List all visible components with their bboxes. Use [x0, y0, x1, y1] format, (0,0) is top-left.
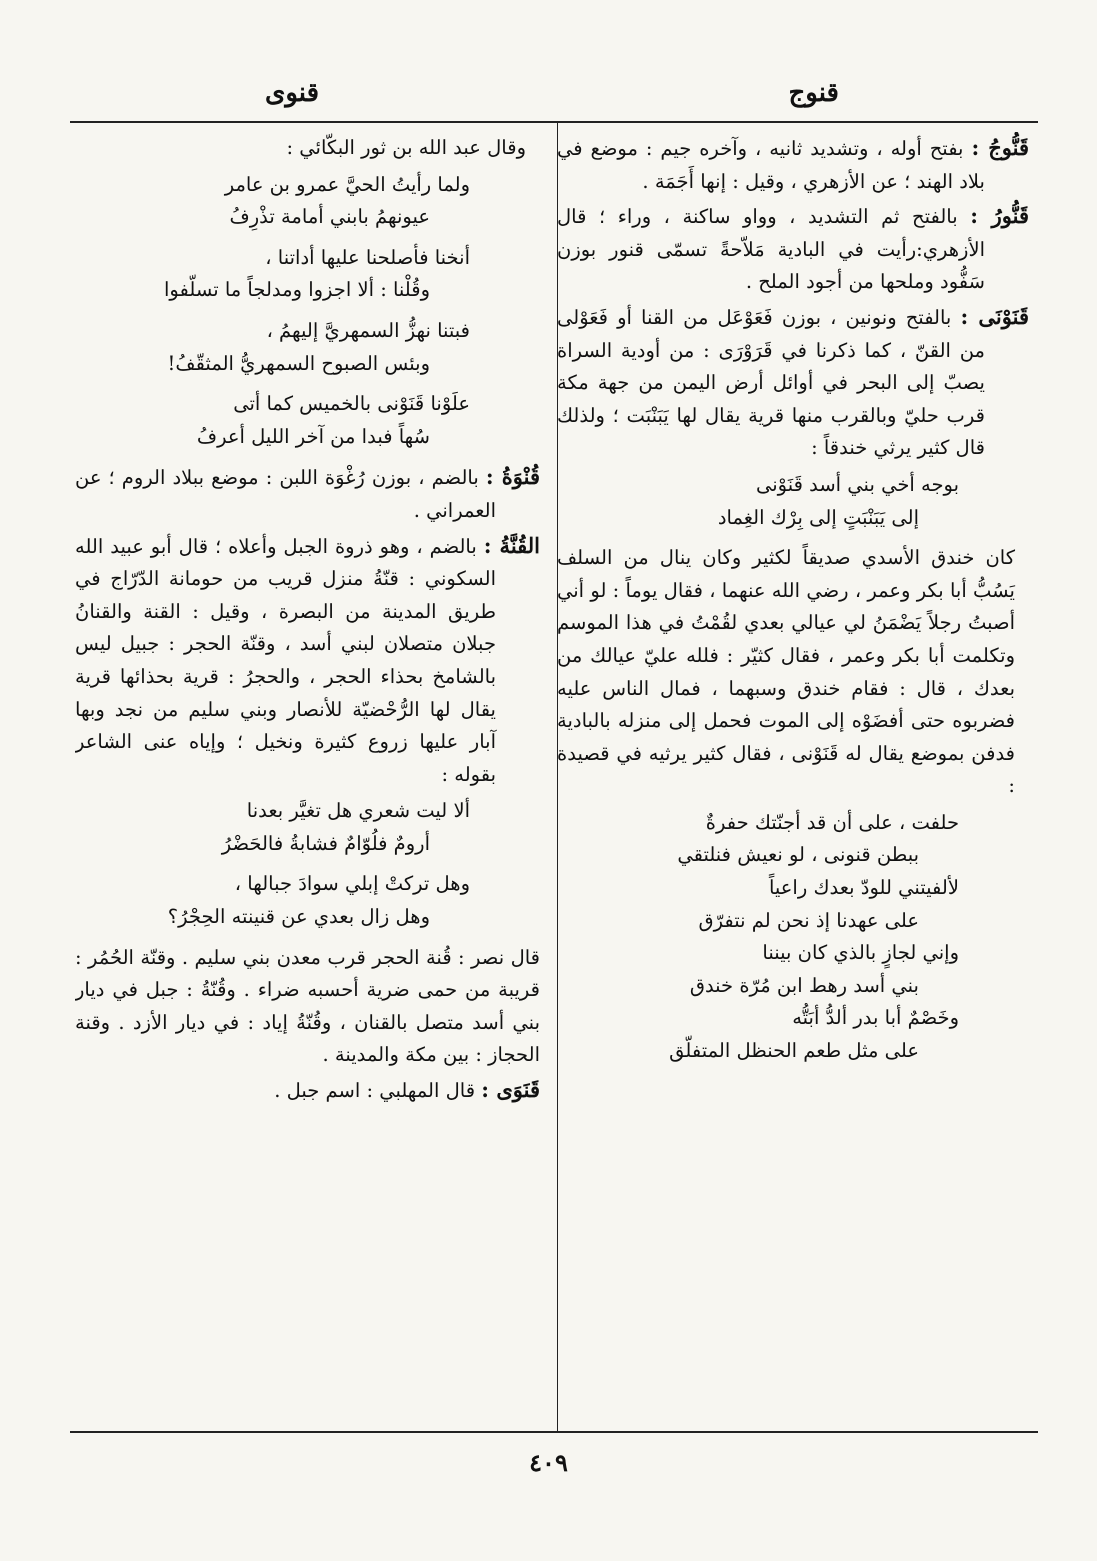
entry-qanawa	[75, 1074, 540, 1108]
paragraph: قال نصر : قُنة الحجر قرب معدن بني سليم . وقنّة الحُمُر : قريبة من حمى ضرية أحسبه ضراء . وقُنّةُ : جبل في ديار بني أسد متصل بالقنان ، وقُنّةُ إياد : في ديار الأزد . وقنة الحجاز : بين مكة والمدينة .	[75, 945, 540, 1067]
entry-text: بالضم ، بوزن رُغْوَة اللبن : موضع ببلاد الروم ؛ عن العمراني .	[75, 466, 496, 522]
headword: قُنْوَةُ :	[485, 464, 540, 490]
verse-line: أنخنا فأصلحنا عليها أداتنا ،	[265, 245, 470, 269]
verse	[557, 807, 1029, 1068]
running-header-right: قنوج	[788, 78, 839, 108]
paragraph: وقال عبد الله بن ثور البكّائي :	[286, 136, 526, 159]
verse-line: وقُلْنا : ألا اجزوا ومدلجاً ما تسلّفوا	[164, 278, 430, 302]
verse-line: علَوْنا قَنَوْنى بالخميس كما أتى	[233, 392, 470, 416]
verse-line: ولما رأيتُ الحيَّ عمرو بن عامر	[224, 172, 470, 196]
entry-al-qunna	[75, 530, 540, 792]
verse-line: ببطن قنونى ، لو نعيش فنلتقي	[677, 843, 919, 867]
verse-line: وإني لجازٍ بالذي كان بيننا	[762, 941, 959, 965]
verse-line: وبئس الصبوح السمهريُّ المثقّفُ!	[167, 351, 430, 375]
verse-line: حلفت ، على أن قد أجنّتك حفرةٌ	[705, 810, 959, 834]
verse-line: على مثل طعم الحنظل المتفلّق	[669, 1039, 919, 1063]
verse-line: بوجه أخي بني أسد قَنَوْنى	[755, 472, 959, 496]
paragraph: كان خندق الأسدي صديقاً لكثير وكان ينال من السلف يَسُبُّ أبا بكر وعمر ، رضي الله عنهما ، فقال يوماً : لو أني أصبتُ رجلاً يَضْمَنُ لي عيالي بعدي لقُمْتُ في هذا الموسم وتكلمت أبا بكر وعمر ، فقال كثيّر : فلله عليّ عيالك من بعدك ، قال : فقام خندق وسبهما ، فمال الناس عليه فضربوه حتى أفضَوْه إلى الموت فحمل إلى منزله بالبادية فدفن بموضع يقال له قَنَوْنى ، فقال كثير يرثيه في قصيدة :	[557, 546, 1015, 798]
verse	[557, 469, 1029, 534]
verse-line: فبتنا نهزُّ السمهريَّ إليهمُ ،	[266, 318, 470, 342]
verse-line: سُهاً فبدا من آخر الليل أعرفُ	[196, 424, 430, 448]
entry-qannur	[557, 200, 1029, 299]
entry-text: قال المهلبي : اسم جبل .	[274, 1079, 476, 1103]
header-rule	[70, 121, 1038, 123]
entry-text: بالفتح ونونين ، بوزن فَعَوْعَل من القنا أو فَعَوْلى من القنّ ، كما ذكرنا في قَرَوْرَى : من أودية السراة يصبّ إلى البحر في أوائل أرض اليمن من جهة مكة قرب حليّ وبالقرب منها قرية يقال لها يَبَنْبَت ؛ ولذلك قال كثير يرثي خندقاً :	[557, 305, 985, 460]
headword: القُنَّةُ :	[483, 532, 540, 558]
verse	[75, 242, 540, 307]
verse	[75, 169, 540, 234]
headword: قَنَوَى :	[481, 1077, 540, 1103]
verse-line: ألا ليت شعري هل تغيَّر بعدنا	[246, 799, 470, 823]
verse	[75, 795, 540, 860]
verse-line: وهل زال بعدي عن قنينته الحِجْرُ؟	[167, 905, 430, 929]
verse	[75, 868, 540, 933]
entry-text: بالفتح ثم التشديد ، وواو ساكنة ، وراء ؛ قال الأزهري:رأيت في البادية مَلاّحةً تسمّى قنور بوزن سَفُّود وملحها من أجود الملح .	[557, 205, 985, 294]
headword: قَنَوْنَى :	[960, 303, 1029, 329]
verse-line: إلى يَبَنْبَتٍ إلى بِرْك الغِماد	[717, 505, 919, 529]
entry-qannuj	[557, 132, 1029, 198]
headword: قَنُّورُ :	[970, 203, 1029, 229]
page-number: ٤٠٩	[529, 1448, 568, 1477]
verse-line: عيونهمُ بابني أمامة تذْرِفُ	[229, 205, 430, 229]
verse-line: وخَصْمٌ أبا بدر ألدُّ أبَتُّه	[792, 1006, 959, 1030]
right-column	[557, 132, 1029, 1427]
verse-line: لألفيتني للودّ بعدك راعياً	[768, 876, 959, 900]
running-header-left: قنوى	[265, 78, 320, 108]
verse-line: وهل تركتْ إبلي سوادَ جبالها ،	[234, 872, 470, 896]
entry-text: بفتح أوله ، وتشديد ثانيه ، وآخره جيم : موضع في بلاد الهند ؛ عن الأزهري ، وقيل : إنها أَجَمَة .	[557, 137, 985, 193]
verse-line: بني أسد رهط ابن مُرّة خندق	[689, 973, 919, 997]
left-column	[75, 132, 540, 1427]
verse-line: على عهدنا إذ نحن لم نتفرّق	[698, 908, 919, 932]
verse	[75, 315, 540, 380]
verse	[75, 388, 540, 453]
entry-qanawna	[557, 301, 1029, 465]
headword: قَنُّوجُ :	[971, 135, 1029, 160]
entry-text: بالضم ، وهو ذروة الجبل وأعلاه ؛ قال أبو عبيد الله السكوني : قنّةُ منزل قريب من حومانة الدّرّاج في طريق المدينة من البصرة ، وقيل : القنة والقنانُ جبلان متصلان لبني أسد ، وقنّة الحجر : جبيل ليس بالشامخ بحذاء الحجر ، والحجرُ : قرية بحذائها قرية يقال لها الرُّحْضيّة للأنصار وبني سليم من نجد وبها آبار عليها زروع كثيرة ونخيل ؛ وإياه عنى الشاعر بقوله :	[75, 534, 496, 786]
footer-rule	[70, 1431, 1038, 1433]
verse-line: أرومٌ فلُوّامٌ فشابةُ فالحَضْرُ	[221, 831, 430, 855]
entry-qunwa	[75, 461, 540, 527]
